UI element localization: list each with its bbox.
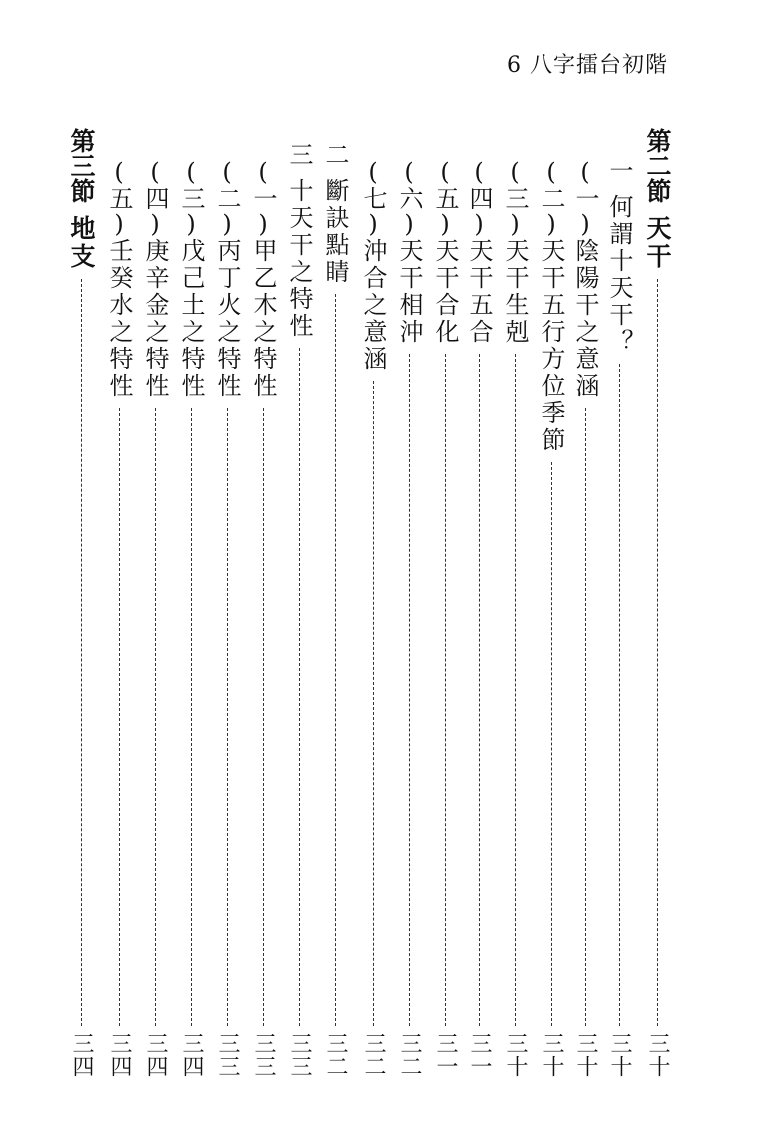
toc-entry-page: 三二 (397, 1032, 422, 1078)
toc-entry-title: 壬癸水之特性 (105, 238, 133, 400)
toc-entry[interactable] (602, 158, 636, 1078)
toc-entry-page: 三十 (573, 1032, 598, 1078)
toc-entry[interactable] (356, 158, 390, 1078)
toc-entry-title: 丙丁火之特性 (213, 238, 241, 400)
toc-entry-title: 庚辛金之特性 (141, 238, 169, 400)
toc-entry-page: 三一 (433, 1032, 458, 1078)
toc-entry[interactable] (640, 128, 674, 1078)
toc-entry[interactable] (282, 142, 316, 1078)
toc-entry[interactable] (428, 158, 462, 1078)
toc-entry-marker: (一) (571, 158, 599, 238)
toc-entry-page: 三十 (645, 1032, 670, 1078)
toc-entry-marker: (四) (465, 158, 493, 238)
dotted-leader (515, 354, 516, 1026)
toc-entry-marker: (二) (537, 158, 565, 238)
dotted-leader (479, 354, 480, 1026)
dotted-leader (299, 348, 300, 1026)
toc-entry[interactable] (246, 158, 280, 1078)
toc-entry[interactable] (210, 158, 244, 1078)
dotted-leader (445, 354, 446, 1026)
toc-entry-page: 三一 (467, 1032, 492, 1078)
toc-entry-title: 天干 (643, 215, 672, 271)
toc-entry-title: 沖合之意涵 (359, 238, 387, 373)
toc-entry-page: 三十 (503, 1032, 528, 1078)
toc-entry-marker: 第三節 (67, 128, 96, 203)
toc-entry-title: 天干五行方位季節 (537, 238, 565, 454)
toc-entry[interactable] (568, 158, 602, 1078)
dotted-leader (409, 354, 410, 1026)
dotted-leader (263, 408, 264, 1026)
toc-entry-title: 陰陽干之意涵 (571, 238, 599, 400)
dotted-leader (81, 279, 82, 1026)
toc-entry-marker: (五) (105, 158, 133, 238)
toc-entry-title: 戊己土之特性 (177, 238, 205, 400)
toc-entry[interactable] (64, 128, 98, 1078)
toc-entry[interactable] (174, 158, 208, 1078)
toc-entry-marker: (三) (501, 158, 529, 238)
toc-entry-title: 甲乙木之特性 (249, 238, 277, 400)
dotted-leader (191, 408, 192, 1026)
toc-entry-page: 三四 (179, 1032, 204, 1078)
dotted-leader (551, 462, 552, 1026)
dotted-leader (155, 408, 156, 1026)
dotted-leader (373, 381, 374, 1026)
toc-entry-page: 三二 (361, 1032, 386, 1078)
toc-entry-title: 天干相沖 (395, 238, 423, 346)
toc-entry-page: 三二 (323, 1032, 348, 1078)
toc-entry-marker: (二) (213, 158, 241, 238)
toc-entry-marker: 二 (321, 142, 349, 166)
toc-entry-page: 三四 (143, 1032, 168, 1078)
toc-entry[interactable] (318, 142, 352, 1078)
toc-entry-page: 三三 (215, 1032, 240, 1078)
toc-entry-marker: (五) (431, 158, 459, 238)
running-header: 6 八字擂台初階 (507, 53, 668, 78)
toc-entry[interactable] (462, 158, 496, 1078)
toc-entry-marker: (一) (249, 158, 277, 238)
toc-entry-marker: 三 (285, 142, 313, 166)
toc-entry-marker: 第二節 (643, 128, 672, 203)
toc-entry[interactable] (534, 158, 568, 1078)
toc-entry-title: 十天干之特性 (285, 178, 313, 340)
toc-entry-page: 三四 (69, 1032, 94, 1078)
dotted-leader (119, 408, 120, 1026)
dotted-leader (335, 294, 336, 1026)
toc-entry-page: 三三 (287, 1032, 312, 1078)
toc-entry[interactable] (102, 158, 136, 1078)
toc-entry-title: 天干生剋 (501, 238, 529, 346)
toc-entry-marker: (三) (177, 158, 205, 238)
toc-entry-title: 何謂十天干？ (605, 194, 633, 356)
toc-entry[interactable] (498, 158, 532, 1078)
toc-entry[interactable] (392, 158, 426, 1078)
dotted-leader (619, 364, 620, 1026)
toc-entry[interactable] (138, 158, 172, 1078)
toc-entry-marker: (四) (141, 158, 169, 238)
dotted-leader (585, 408, 586, 1026)
toc-entry-marker: (七) (359, 158, 387, 238)
toc-entry-page: 三三 (251, 1032, 276, 1078)
toc-entry-page: 三四 (107, 1032, 132, 1078)
toc-entry-title: 斷訣點睛 (321, 178, 349, 286)
toc-entry-page: 三十 (607, 1032, 632, 1078)
toc-entry-title: 地支 (67, 215, 96, 271)
toc-entry-marker: (六) (395, 158, 423, 238)
toc-entry-marker: 一 (605, 158, 633, 182)
toc-entry-title: 天干合化 (431, 238, 459, 346)
dotted-leader (657, 279, 658, 1026)
toc-entry-title: 天干五合 (465, 238, 493, 346)
dotted-leader (227, 408, 228, 1026)
toc-entry-page: 三十 (539, 1032, 564, 1078)
